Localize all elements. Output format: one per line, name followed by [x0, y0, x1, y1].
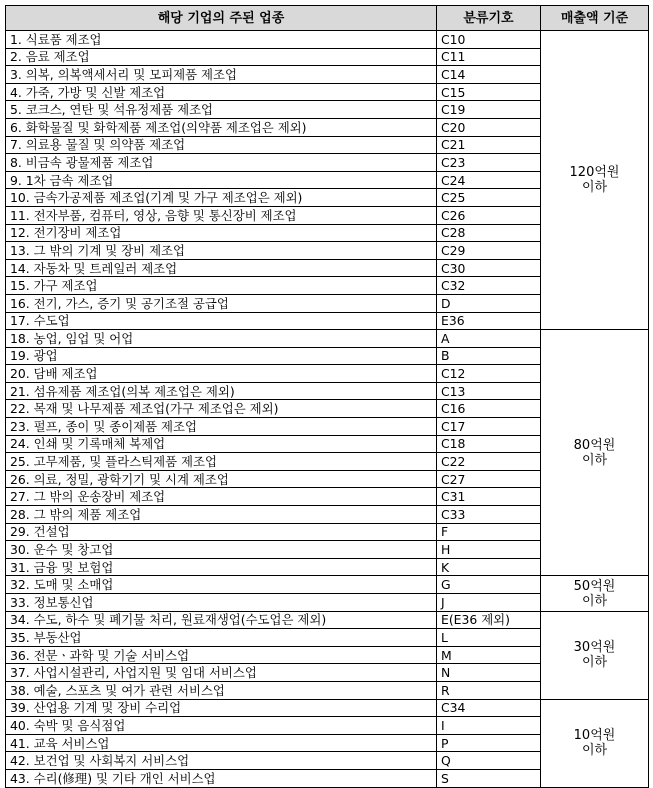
- industry-cell: 37. 사업시설관리, 사업지원 및 임대 서비스업: [6, 664, 437, 682]
- industry-cell: 29. 건설업: [6, 523, 437, 541]
- threshold-line: 이하: [581, 593, 608, 609]
- code-cell: S: [437, 769, 541, 787]
- industry-cell: 3. 의복, 의복액세서리 및 모피제품 제조업: [6, 66, 437, 84]
- code-cell: C12: [437, 365, 541, 383]
- code-cell: I: [437, 717, 541, 735]
- industry-cell: 24. 인쇄 및 기록매체 복제업: [6, 435, 437, 453]
- code-cell: E36: [437, 312, 541, 330]
- code-cell: C24: [437, 171, 541, 189]
- industry-cell: 43. 수리(修理) 및 기타 개인 서비스업: [6, 769, 437, 787]
- code-cell: C19: [437, 101, 541, 119]
- industry-cell: 34. 수도, 하수 및 폐기물 처리, 원료재생업(수도업은 제외): [6, 611, 437, 629]
- industry-cell: 26. 의료, 정밀, 광학기기 및 시계 제조업: [6, 470, 437, 488]
- code-cell: C26: [437, 206, 541, 224]
- code-cell: R: [437, 681, 541, 699]
- industry-cell: 10. 금속가공제품 제조업(기계 및 가구 제조업은 제외): [6, 189, 437, 207]
- industry-cell: 30. 운수 및 창고업: [6, 541, 437, 559]
- industry-cell: 12. 전기장비 제조업: [6, 224, 437, 242]
- threshold-cell: [541, 31, 649, 330]
- threshold-line: 이하: [581, 180, 608, 196]
- industry-revenue-table: [5, 5, 649, 788]
- industry-cell: 41. 교육 서비스업: [6, 734, 437, 752]
- industry-cell: 23. 펄프, 종이 및 종이제품 제조업: [6, 418, 437, 436]
- code-cell: C32: [437, 277, 541, 295]
- threshold-line: 30억원: [573, 640, 616, 656]
- industry-cell: 11. 전자부품, 컴퓨터, 영상, 음향 및 통신장비 제조업: [6, 206, 437, 224]
- code-cell: A: [437, 330, 541, 348]
- code-cell: H: [437, 541, 541, 559]
- code-cell: E(E36 제외): [437, 611, 541, 629]
- industry-cell: 17. 수도업: [6, 312, 437, 330]
- industry-cell: 39. 산업용 기계 및 장비 수리업: [6, 699, 437, 717]
- code-cell: C33: [437, 506, 541, 524]
- industry-cell: 5. 코크스, 연탄 및 석유정제품 제조업: [6, 101, 437, 119]
- industry-cell: 20. 담배 제조업: [6, 365, 437, 383]
- industry-cell: 4. 가죽, 가방 및 신발 제조업: [6, 83, 437, 101]
- code-cell: M: [437, 646, 541, 664]
- threshold-cell: [541, 699, 649, 787]
- industry-cell: 28. 그 밖의 제품 제조업: [6, 506, 437, 524]
- code-cell: C27: [437, 470, 541, 488]
- industry-cell: 27. 그 밖의 운송장비 제조업: [6, 488, 437, 506]
- industry-cell: 40. 숙박 및 음식점업: [6, 717, 437, 735]
- code-cell: C21: [437, 136, 541, 154]
- threshold-line: 10억원: [573, 728, 616, 744]
- code-cell: C10: [437, 31, 541, 49]
- code-cell: N: [437, 664, 541, 682]
- code-cell: Q: [437, 752, 541, 770]
- header-code: 분류기호: [437, 6, 541, 31]
- threshold-cell: [541, 576, 649, 611]
- code-cell: C31: [437, 488, 541, 506]
- code-cell: L: [437, 629, 541, 647]
- industry-cell: 36. 전문ㆍ과학 및 기술 서비스업: [6, 646, 437, 664]
- code-cell: G: [437, 576, 541, 594]
- industry-cell: 21. 섬유제품 제조업(의복 제조업은 제외): [6, 382, 437, 400]
- code-cell: C14: [437, 66, 541, 84]
- threshold-line: 80억원: [573, 437, 616, 453]
- table-row: [6, 699, 649, 717]
- threshold-line: 120억원: [569, 165, 620, 181]
- code-cell: C23: [437, 154, 541, 172]
- industry-cell: 38. 예술, 스포츠 및 여가 관련 서비스업: [6, 681, 437, 699]
- code-cell: C18: [437, 435, 541, 453]
- code-cell: C16: [437, 400, 541, 418]
- code-cell: C17: [437, 418, 541, 436]
- industry-cell: 32. 도매 및 소매업: [6, 576, 437, 594]
- code-cell: C22: [437, 453, 541, 471]
- code-cell: C28: [437, 224, 541, 242]
- threshold-cell: [541, 330, 649, 576]
- code-cell: K: [437, 558, 541, 576]
- code-cell: B: [437, 347, 541, 365]
- code-cell: C13: [437, 382, 541, 400]
- industry-cell: 9. 1차 금속 제조업: [6, 171, 437, 189]
- threshold-line: 이하: [581, 655, 608, 671]
- code-cell: C20: [437, 118, 541, 136]
- code-cell: C25: [437, 189, 541, 207]
- industry-cell: 31. 금융 및 보험업: [6, 558, 437, 576]
- industry-cell: 13. 그 밖의 기계 및 장비 제조업: [6, 242, 437, 260]
- code-cell: C30: [437, 259, 541, 277]
- code-cell: C11: [437, 48, 541, 66]
- code-cell: C34: [437, 699, 541, 717]
- industry-cell: 7. 의료용 물질 및 의약품 제조업: [6, 136, 437, 154]
- table-row: [6, 576, 649, 594]
- industry-cell: 18. 농업, 임업 및 어업: [6, 330, 437, 348]
- industry-cell: 35. 부동산업: [6, 629, 437, 647]
- industry-cell: 42. 보건업 및 사회복지 서비스업: [6, 752, 437, 770]
- industry-cell: 6. 화학물질 및 화학제품 제조업(의약품 제조업은 제외): [6, 118, 437, 136]
- threshold-line: 50억원: [573, 578, 616, 594]
- industry-cell: 25. 고무제품, 및 플라스틱제품 제조업: [6, 453, 437, 471]
- threshold-line: 이하: [581, 452, 608, 468]
- industry-cell: 1. 식료품 제조업: [6, 31, 437, 49]
- table-row: [6, 611, 649, 629]
- header-industry: 해당 기업의 주된 업종: [6, 6, 437, 31]
- industry-cell: 16. 전기, 가스, 증기 및 공기조절 공급업: [6, 294, 437, 312]
- code-cell: C29: [437, 242, 541, 260]
- header-row: [6, 6, 649, 31]
- threshold-line: 이하: [581, 743, 608, 759]
- header-threshold: 매출액 기준: [541, 6, 649, 31]
- industry-cell: 19. 광업: [6, 347, 437, 365]
- industry-cell: 22. 목재 및 나무제품 제조업(가구 제조업은 제외): [6, 400, 437, 418]
- table-row: [6, 31, 649, 49]
- code-cell: F: [437, 523, 541, 541]
- code-cell: D: [437, 294, 541, 312]
- code-cell: J: [437, 594, 541, 612]
- industry-cell: 15. 가구 제조업: [6, 277, 437, 295]
- table-body: [6, 31, 649, 788]
- threshold-cell: [541, 611, 649, 699]
- industry-cell: 2. 음료 제조업: [6, 48, 437, 66]
- code-cell: C15: [437, 83, 541, 101]
- industry-cell: 14. 자동차 및 트레일러 제조업: [6, 259, 437, 277]
- industry-cell: 8. 비금속 광물제품 제조업: [6, 154, 437, 172]
- code-cell: P: [437, 734, 541, 752]
- industry-cell: 33. 정보통신업: [6, 594, 437, 612]
- table-row: [6, 330, 649, 348]
